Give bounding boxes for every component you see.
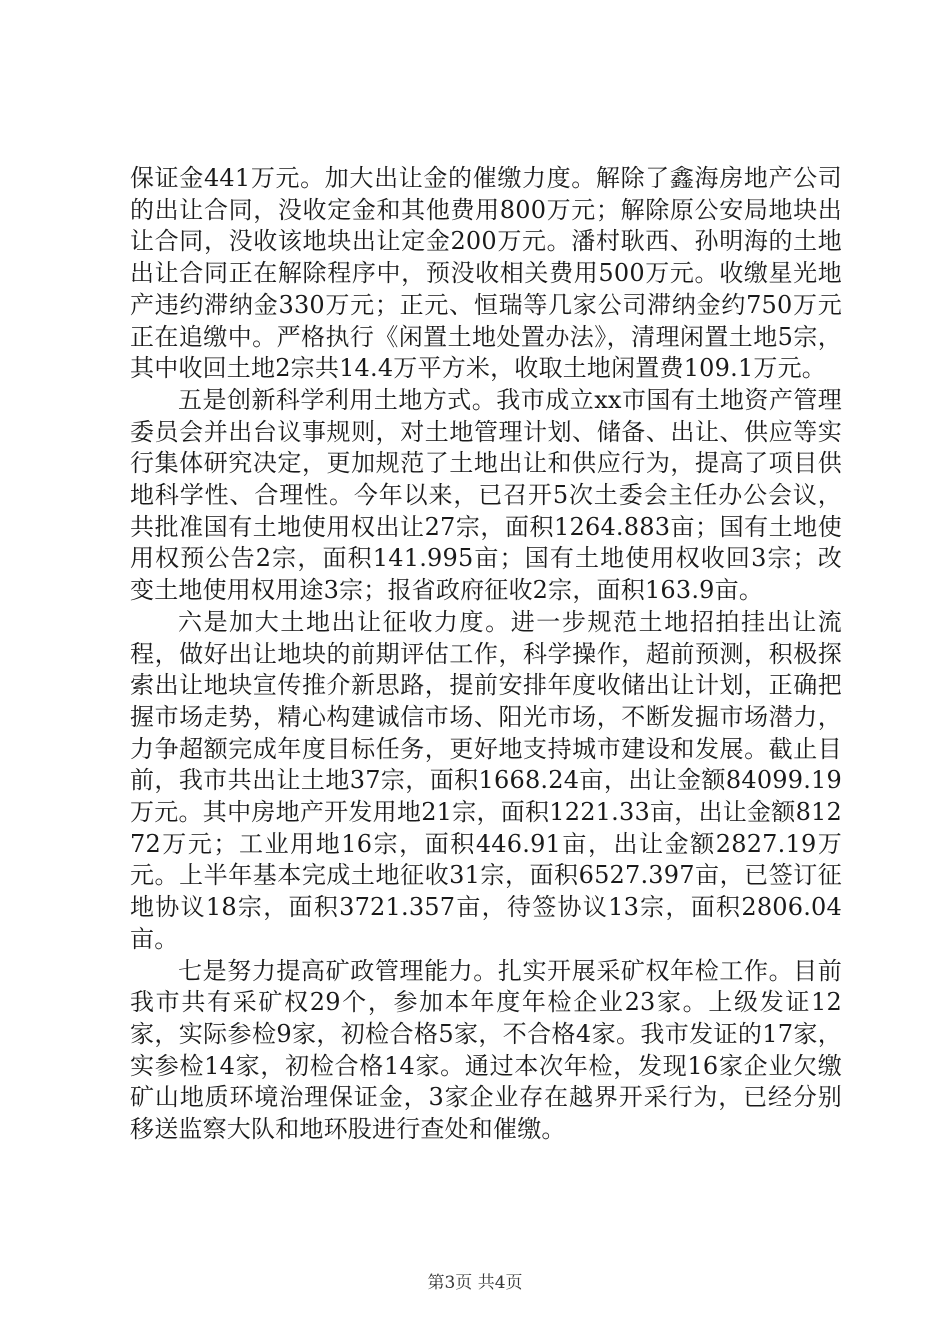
paragraph-continuation: 保证金441万元。加大出让金的催缴力度。解除了鑫海房地产公司的出让合同，没收定金和其他费用800万元；解除原公安局地块出让合同，没收该地块出让定金200万元。潘村耿西、孙明海的土地出让合同正在解除程序中，预没收相关费用500万元。收缴星光地产违约滞纳金330万元；正元、恒瑞等几家公司滞纳金约750万元正在追缴中。严格执行《闲置土地处置办法》，清理闲置土地5宗，其中收回土地2宗共14.4万平方米，收取土地闲置费109.1万元。 xyxy=(130,164,842,383)
paragraph-six: 六是加大土地出让征收力度。进一步规范土地招拍挂出让流程，做好出让地块的前期评估工作，科学操作，超前预测，积极探索出让地块宣传推介新思路，提前安排年度收储出让计划，正确把握市场走势，精心构建诚信市场、阳光市场，不断发掘市场潜力，力争超额完成年度目标任务，更好地支持城市建设和发展。截止目前，我市共出让土地37宗，面积1668.24亩，出让金额84099.19万元。其中房地产开发用地21宗，面积1221.33亩，出让金额81272万元；工业用地16宗，面积446.91亩，出让金额2827.19万元。上半年基本完成土地征收31宗，面积6527.397亩，已签订征地协议18宗，面积3721.357亩，待签协议13宗，面积2806.04亩。 xyxy=(130,607,842,953)
paragraph-five: 五是创新科学利用土地方式。我市成立xx市国有土地资产管理委员会并出台议事规则，对土地管理计划、储备、出让、供应等实行集体研究决定，更加规范了土地出让和供应行为，提高了项目供地科学性、合理性。今年以来，已召开5次土委会主任办公会议，共批准国有土地使用权出让27宗，面积1264.883亩；国有土地使用权预公告2宗，面积141.995亩；国有土地使用权收回3宗；改变土地使用权用途3宗；报省政府征收2宗，面积163.9亩。 xyxy=(130,385,842,605)
paragraph-seven: 七是努力提高矿政管理能力。扎实开展采矿权年检工作。目前我市共有采矿权29个，参加本年度年检企业23家。上级发证12家，实际参检9家，初检合格5家，不合格4家。我市发证的17家，实参检14家，初检合格14家。通过本次年检，发现16家企业欠缴矿山地质环境治理保证金，3家企业存在越界开采行为，已经分别移送监察大队和地环股进行查处和催缴。 xyxy=(130,956,842,1144)
document-body xyxy=(130,163,842,1146)
page-number-footer: 第3页 共4页 xyxy=(427,1273,523,1293)
